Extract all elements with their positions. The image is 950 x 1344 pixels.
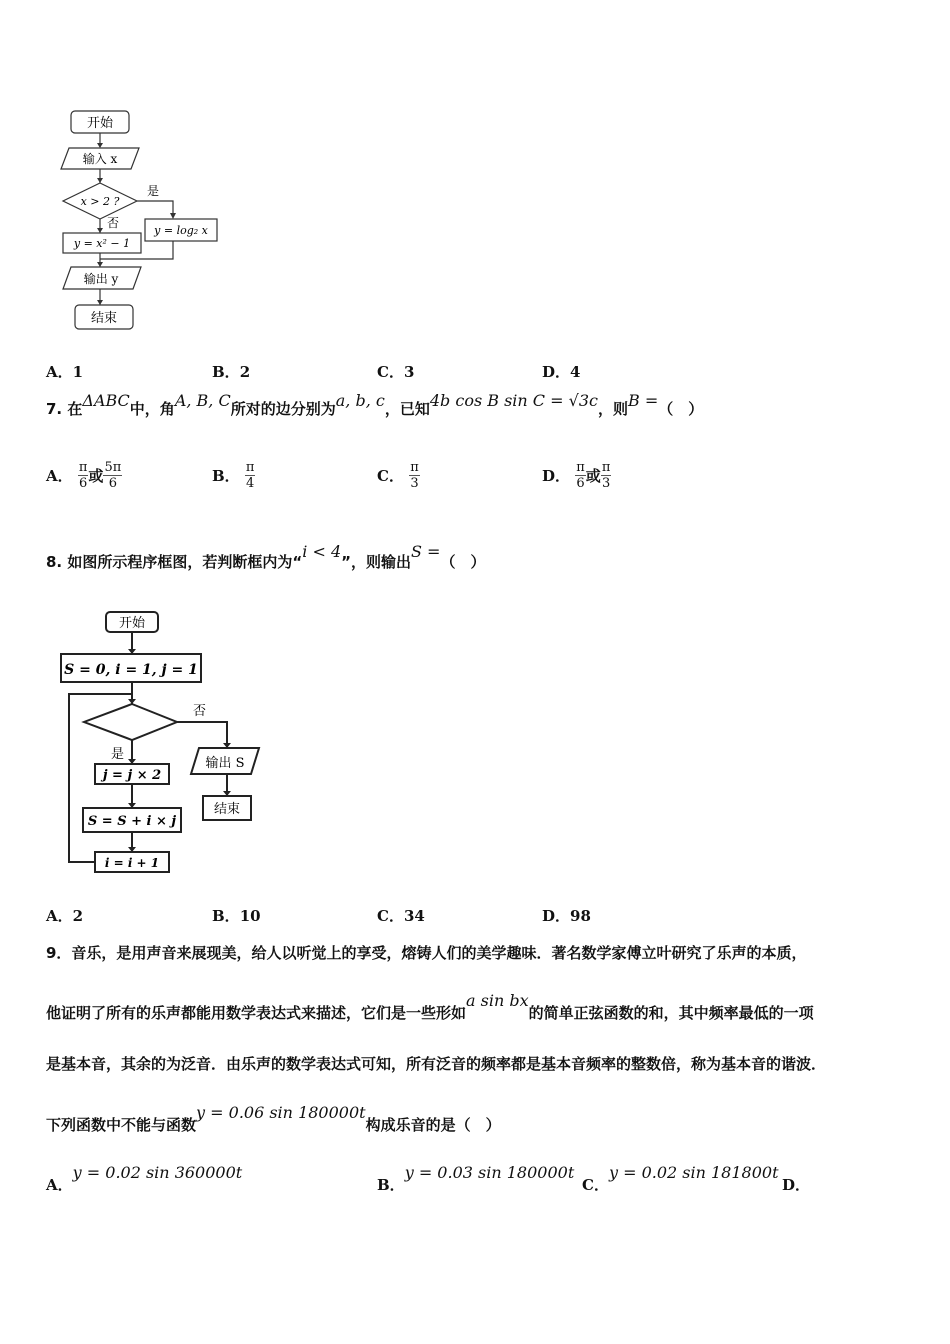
fc2-start-label: 开始: [118, 616, 146, 631]
q8-option-c[interactable]: C．34: [377, 907, 425, 925]
q7-option-c[interactable]: C． $\frac{\pi}{3}$: [377, 460, 419, 491]
q8-option-a[interactable]: A．2: [46, 907, 84, 925]
fc2-output-label: 输出 S: [205, 756, 245, 771]
q6-option-b[interactable]: B．2: [212, 363, 251, 381]
q7-option-a[interactable]: A． $\frac{\pi}{6}$ 或 $\frac{5\pi}{6}$: [46, 460, 122, 491]
q6-option-a[interactable]: A．1: [46, 363, 84, 381]
q9-line-3: 是基本音，其余的为泛音．由乐声的数学表达式可知，所有泛音的频率都是基本音频率的整数倍，称为基本音的谐波．: [46, 1055, 827, 1073]
fc2-no-label: 否: [193, 704, 207, 719]
q7-option-b[interactable]: B． $\frac{\pi}{4}$: [212, 460, 255, 491]
q6-option-c[interactable]: C．3: [377, 363, 415, 381]
q7-option-d[interactable]: D． $\frac{\pi}{6}$ 或 $\frac{\pi}{3}$: [542, 460, 611, 491]
fc1-yes-label: 是: [147, 184, 160, 198]
q9-line-1: 9．音乐，是用声音来展现美，给人以听觉上的享受，熔铸人们的美学趣味．著名数学家傅立叶研究了乐声的本质，: [46, 944, 807, 962]
fc1-start-label: 开始: [86, 116, 114, 131]
fc2-decision: [84, 704, 177, 740]
q9-option-b[interactable]: B．y = 0.03 sin 180000t: [377, 1163, 575, 1194]
q9-line-2: 他证明了所有的乐声都能用数学表达式来描述，它们是一些形如a sin bx的简单正弦函数的和，其中频率最低的一项: [46, 991, 814, 1022]
q9-option-c[interactable]: C．y = 0.02 sin 181800t: [582, 1163, 779, 1194]
fc2-step2-label: S = S + i × j: [87, 814, 177, 829]
fc2-step1-label: j = j × 2: [102, 768, 162, 783]
fc1-yes-branch-label: y = log₂ x: [154, 224, 208, 237]
q9-line-4: 下列函数中不能与函数y = 0.06 sin 180000t构成乐音的是（ ）: [46, 1103, 501, 1134]
fc1-end-label: 结束: [90, 311, 118, 326]
q8-option-b[interactable]: B．10: [212, 907, 261, 925]
q6-option-d[interactable]: D．4: [542, 363, 581, 381]
q7-stem: 7. 在ΔABC中，角A, B, C所对的边分别为a, b, c，已知4b cos B sin C = √3c，则B =（ ）: [46, 391, 704, 418]
fc2-init-label: S = 0, i = 1, j = 1: [64, 662, 198, 678]
q8-option-d[interactable]: D．98: [542, 907, 591, 925]
fc1-no-branch-label: y = x² − 1: [73, 237, 131, 250]
fc1-no-label: 否: [107, 216, 120, 230]
fc2-step3-label: i = i + 1: [104, 856, 160, 870]
q9-option-a[interactable]: A．y = 0.02 sin 360000t: [46, 1163, 243, 1194]
fc2-end-label: 结束: [213, 802, 241, 817]
flowchart-1: [55, 105, 230, 335]
fc1-output-label: 输出 y: [83, 272, 119, 286]
fc1-condition-label: x > 2 ?: [80, 195, 120, 208]
flowchart-2: [55, 608, 270, 883]
q9-option-d[interactable]: D．: [782, 1176, 811, 1194]
fc2-yes-label: 是: [111, 747, 125, 762]
q8-stem: 8. 如图所示程序框图，若判断框内为“i < 4”，则输出S =（ ）: [46, 542, 486, 571]
fc1-input-label: 输入 x: [82, 152, 118, 166]
